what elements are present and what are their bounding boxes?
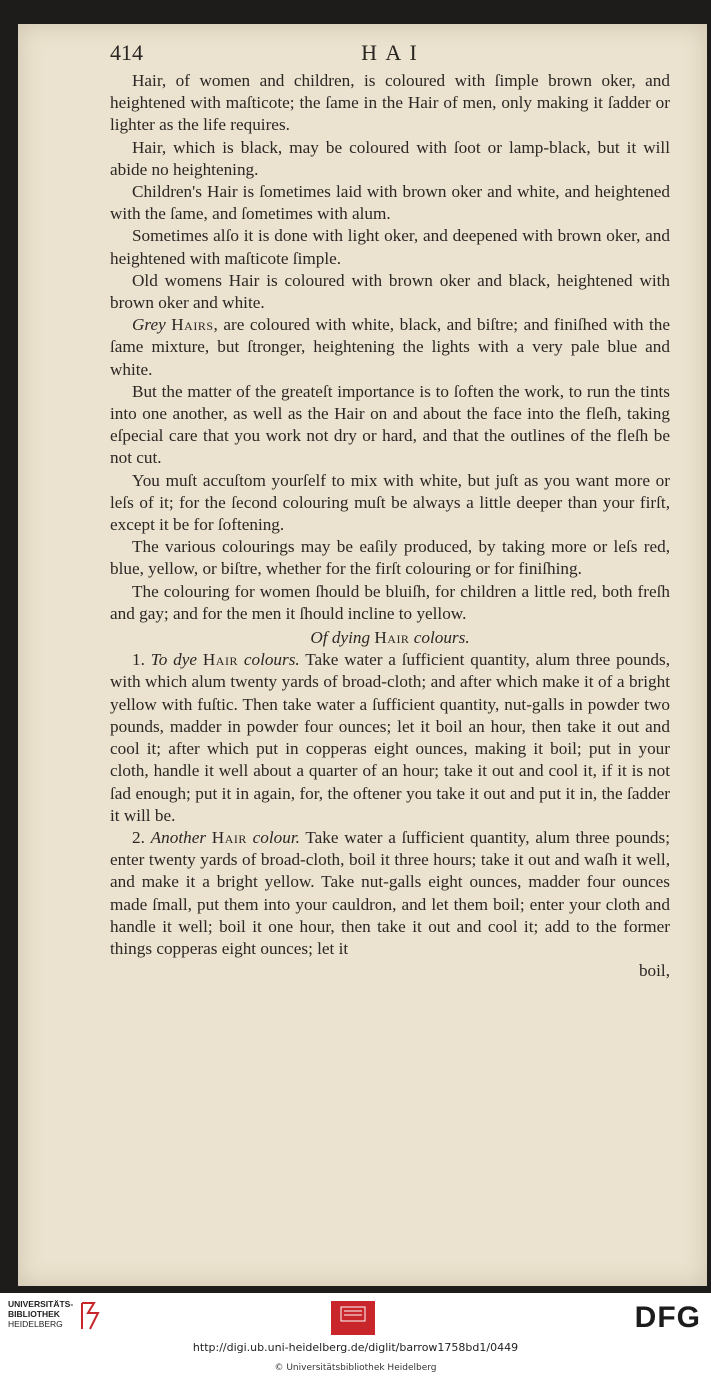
paragraph-children-hair: Children's Hair is ſometimes laid with brown oker and white, and heightened with the ſame, and ſometimes with alum. (110, 182, 670, 224)
hairs-small-caps: Hairs (171, 315, 214, 335)
paragraph-soften-work: But the matter of the greateſt importance is to ſoften the work, to run the tints into one another, as well as the Hair on and about the face into the fleſh, taking eſpecial care that you work not dry or hard, and that the outlines of the fleſh be not cut. (110, 381, 670, 468)
copyright-notice: © Universitätsbibliothek Heidelberg (274, 1363, 437, 1373)
digital-collection-badge[interactable] (331, 1301, 375, 1335)
recipe-1: 1. To dye Hair colours. Take water a ſufficient quantity, alum three pounds, with which alum twenty yards of broad-cloth; and after which make it of a bright yellow with fuſtic. Then take water a ſufficient quantity, nut-galls in powder two pounds, madder in powder four ounces; let it boil an hour, then take it out and cool it; after which put in copperas eight ounces, making it boil; put in your cloth, handle it well about a quarter of an hour; take it out and cool it, if it is not ſad enough; put it in again, for, the oftener you take it out and put it in, the ſadder it will be. (110, 650, 671, 825)
recipe-2: 2. Another Hair colour. Take water a ſufficient quantity, alum three pounds; enter twenty yards of broad-cloth, boil it three hours; take it out and waſh it well, and make it a bright yellow. Take nut-galls eight ounces, madder four ounces made ſmall, put them into your cauldron, and let them boil; enter your cloth and handle it well; boil it one hour, then take it out and cool it; add to the former things copperas eight ounces; let it (110, 827, 670, 958)
page-number: 414 (110, 40, 143, 65)
badge-emblem-icon (338, 1305, 368, 1323)
page-text (110, 70, 670, 982)
page-header (110, 40, 670, 70)
footer-bar (0, 1293, 711, 1381)
grey-hairs-text: , are coloured with white, black, and biſtre; and finiſhed with the ſame mixture, but ſtronger, heightening the lights with a very pale blue and white. (110, 315, 670, 379)
university-library-logo[interactable] (8, 1299, 108, 1343)
running-head: H A I (361, 40, 419, 65)
paragraph-colouring-women: The colouring for women ſhould be bluiſh, for children a little red, both freſh and gay; and for the men it ſhould incline to yellow. (110, 581, 670, 623)
section-heading-dying: Of dying Hair colours. (310, 628, 470, 648)
uni-line-3: HEIDELBERG (8, 1319, 63, 1329)
paragraph-grey-hairs (110, 314, 670, 381)
paragraph-hair-black: Hair, which is black, may be coloured with ſoot or lamp-black, but it will abide no heightening. (110, 137, 670, 179)
permalink-url[interactable]: http://digi.ub.uni-heidelberg.de/diglit/barrow1758bd1/0449 (192, 1341, 519, 1354)
catchword: boil, (638, 961, 670, 981)
paragraph-mix-white: You muſt accuſtom yourſelf to mix with white, but juſt as you want more or leſs of it; for the ſecond colouring muſt be always a little deeper than your firſt, except it be for ſoftening. (110, 470, 670, 535)
uni-line-2: BIBLIOTHEK (8, 1309, 60, 1319)
grey-italic: Grey (132, 315, 166, 335)
library-mark-icon (78, 1301, 102, 1331)
uni-line-1: UNIVERSITÄTS- (8, 1299, 74, 1309)
paragraph-old-womens-hair: Old womens Hair is coloured with brown oker and black, heightened with brown oker and white. (110, 270, 670, 313)
paragraph-various-colourings: The various colourings may be eaſily produced, by taking more or leſs red, blue, yellow, or biſtre, whether for the firſt colouring or for finiſhing. (110, 537, 670, 579)
dfg-logo[interactable]: DFG (634, 1301, 701, 1334)
paragraph-light-oker: Sometimes alſo it is done with light oker, and deepened with brown oker, and heightened with maſticote ſimple. (110, 226, 670, 268)
paragraph-hair-women: Hair, of women and children, is coloured with ſimple brown oker, and heightened with maſticote; the ſame in the Hair of men, only making it ſadder or lighter as the life requires. (110, 71, 670, 135)
